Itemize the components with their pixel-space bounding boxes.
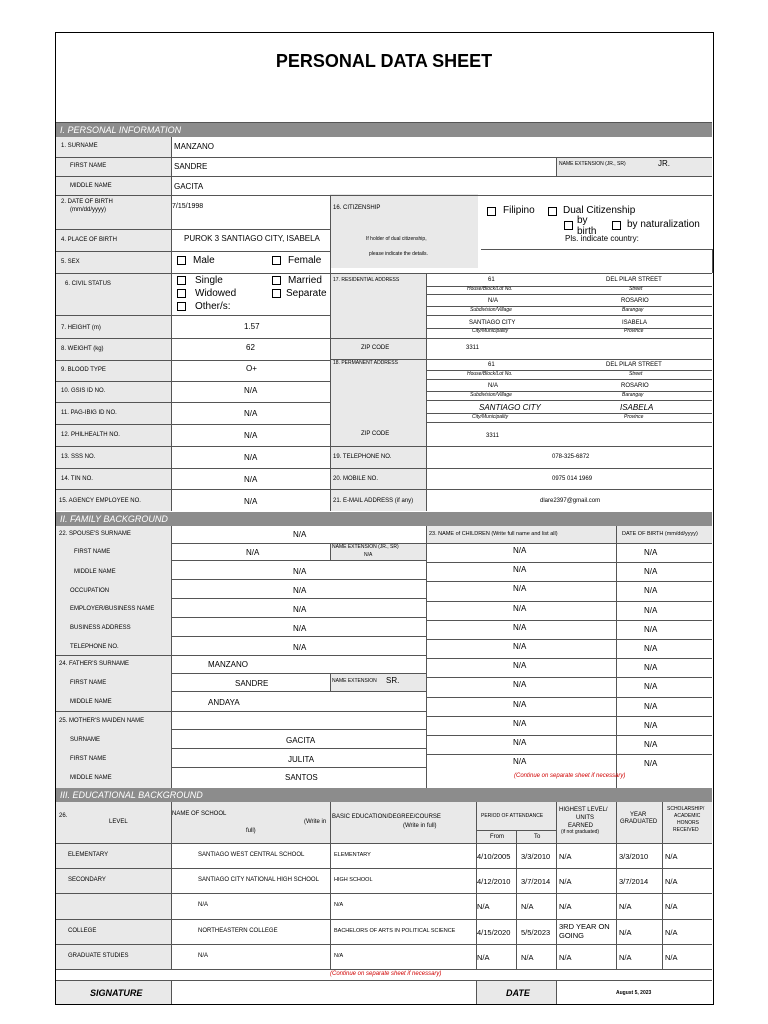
personal-data-sheet	[55, 32, 714, 1005]
child-row	[426, 697, 712, 716]
edu-to: 5/5/2023	[521, 927, 551, 937]
edu-course-header: BASIC EDUCATION/DEGREE/COURSE	[332, 814, 441, 820]
child-name: N/A	[513, 622, 527, 632]
edu-from: 4/12/2010	[477, 877, 511, 887]
male-checkbox[interactable]	[177, 256, 186, 265]
edu-honors: N/A	[665, 852, 678, 861]
edu-to: N/A	[521, 902, 534, 912]
child-row	[426, 754, 712, 773]
fa-middle-value: ANDAYA	[208, 698, 240, 707]
education-row	[56, 944, 712, 969]
dob-label: 2. DATE OF BIRTH	[61, 199, 113, 205]
edu-honors-3: HONORS	[677, 820, 699, 826]
single-label: Single	[195, 275, 223, 286]
children-label: 23. NAME of CHILDREN (Write full name and list all)	[429, 531, 558, 537]
edu-honors: N/A	[665, 877, 678, 887]
dual-note-2: please indicate the details.	[369, 251, 428, 257]
sex-label: 5. SEX	[61, 259, 80, 265]
edu-highest-1: HIGHEST LEVEL/	[559, 807, 608, 813]
mo-surname-label: SURNAME	[70, 737, 101, 743]
subd-caption: Subdivision/Village	[470, 307, 512, 313]
perm-prov-value: ISABELA	[620, 403, 654, 412]
child-row	[426, 601, 712, 620]
edu-to-header: To	[534, 834, 541, 840]
others-label: Other/s:	[195, 301, 231, 312]
name-ext-label: NAME EXTENSION (JR., SR)	[559, 161, 626, 167]
married-checkbox[interactable]	[272, 276, 281, 285]
child-dob: N/A	[644, 548, 658, 557]
agency-value: N/A	[244, 497, 258, 506]
edu-to: 3/3/2010	[521, 852, 551, 861]
filipino-label: Filipino	[503, 205, 535, 216]
pob-label: 4. PLACE OF BIRTH	[61, 237, 117, 243]
education-row	[56, 868, 712, 893]
edu-from: N/A	[477, 902, 490, 912]
edu-to: 3/7/2014	[521, 877, 551, 887]
child-row	[426, 620, 712, 639]
section-educational-background: III. EDUCATIONAL BACKGROUND	[56, 788, 712, 802]
edu-school-note-1: (Write in	[304, 819, 327, 825]
edu-highest: N/A	[559, 852, 572, 861]
child-name: N/A	[513, 738, 527, 747]
child-row	[426, 677, 712, 696]
separated-checkbox[interactable]	[272, 289, 281, 298]
citizenship-label: 16. CITIZENSHIP	[333, 205, 381, 211]
family-continue-note: (Continue on separate sheet if necessary)	[514, 773, 626, 779]
house-caption: House/Block/Lot No.	[467, 286, 513, 292]
edu-year: N/A	[619, 952, 632, 962]
edu-level: COLLEGE	[68, 927, 97, 934]
child-name: N/A	[513, 680, 527, 690]
gsis-label: 10. GSIS ID NO.	[61, 388, 106, 394]
firstname-label: FIRST NAME	[70, 163, 107, 169]
edu-level: ELEMENTARY	[68, 852, 109, 858]
child-dob: N/A	[644, 586, 658, 596]
middlename-value: GACITA	[174, 182, 204, 191]
sp-first-label: FIRST NAME	[74, 549, 111, 555]
sp-ext-label: NAME EXTENSION (JR., SR)	[332, 544, 399, 550]
edu-school: N/A	[198, 902, 209, 909]
mo-first-value: JULITA	[288, 755, 315, 764]
business-value: N/A	[293, 624, 307, 633]
country-label: Pls. indicate country:	[565, 234, 639, 243]
tin-value: N/A	[244, 475, 258, 484]
perm-subd-caption: Subdivision/Village	[470, 392, 512, 398]
brgy-caption: Barangay	[622, 307, 644, 313]
dual-label: Dual Citizenship	[563, 205, 636, 216]
child-dob: N/A	[644, 663, 658, 673]
father-label: 24. FATHER'S SURNAME	[59, 661, 130, 667]
res-prov-value: ISABELA	[622, 320, 648, 326]
edu-level: GRADUATE STUDIES	[68, 952, 129, 959]
res-zip-label: ZIP CODE	[361, 345, 390, 351]
sp-tel-label: TELEPHONE NO.	[70, 644, 119, 650]
child-name: N/A	[513, 603, 527, 613]
edu-highest: 3RD YEAR ON GOING	[559, 921, 610, 940]
occupation-value: N/A	[293, 586, 307, 595]
child-dob: N/A	[644, 644, 658, 653]
edu-from-header: From	[490, 834, 504, 840]
perm-city-value: SANTIAGO CITY	[479, 403, 541, 412]
father-value: MANZANO	[208, 660, 248, 669]
mo-middle-value: SANTOS	[285, 773, 318, 782]
firstname-value: SANDRE	[174, 162, 208, 171]
date-value: August 5, 2023	[616, 990, 652, 996]
naturalization-checkbox[interactable]	[612, 221, 621, 230]
sss-value: N/A	[244, 453, 258, 462]
name-ext-value: JR.	[658, 159, 670, 168]
perm-house-caption: House/Block/Lot No.	[467, 371, 513, 377]
female-checkbox[interactable]	[272, 256, 281, 265]
mo-surname-value: GACITA	[286, 736, 316, 745]
perm-zip-value: 3311	[486, 433, 499, 439]
edu-honors-1: SCHOLARSHIP/	[667, 806, 705, 812]
spouse-value: N/A	[293, 530, 307, 539]
edu-school: SANTIAGO CITY NATIONAL HIGH SCHOOL	[198, 877, 319, 884]
separated-label: Separate	[286, 288, 327, 299]
permanent-label: 18. PERMANENT ADDRESS	[333, 360, 398, 366]
perm-street-value: DEL PILAR STREET	[606, 362, 662, 368]
child-row	[426, 581, 712, 600]
child-dob: N/A	[644, 567, 658, 577]
mother-label: 25. MOTHER'S MAIDEN NAME	[59, 718, 145, 724]
surname-label: 1. SURNAME	[61, 143, 98, 149]
surname-value: MANZANO	[174, 142, 214, 151]
edu-course: BACHELORS OF ARTS IN POLITICAL SCIENCE	[334, 927, 456, 934]
widowed-checkbox[interactable]	[177, 289, 186, 298]
edu-highest: N/A	[559, 877, 572, 887]
fa-ext-label: NAME EXTENSION	[332, 678, 377, 684]
sp-tel-value: N/A	[293, 643, 307, 652]
date-label: DATE	[506, 988, 530, 998]
city-caption: City/Municipality	[472, 328, 509, 334]
edu-school: NORTHEASTERN COLLEGE	[198, 927, 278, 934]
section-personal-info: I. PERSONAL INFORMATION	[56, 123, 712, 137]
employer-label: EMPLOYER/BUSINESS NAME	[70, 606, 155, 612]
mobile-value: 0975 014 1969	[552, 476, 593, 482]
sp-ext-value: N/A	[364, 552, 373, 558]
philhealth-value: N/A	[244, 431, 258, 440]
edu-honors: N/A	[665, 927, 678, 937]
res-brgy-value: ROSARIO	[621, 298, 649, 304]
edu-level: SECONDARY	[68, 877, 106, 884]
others-checkbox[interactable]	[177, 302, 186, 311]
edu-continue-note: (Continue on separate sheet if necessary)	[330, 971, 442, 977]
edu-school: N/A	[198, 952, 209, 959]
child-name: N/A	[513, 546, 527, 555]
perm-street-caption: Street	[629, 371, 643, 377]
edu-highest: N/A	[559, 902, 572, 912]
female-label: Female	[288, 255, 322, 266]
mo-middle-label: MIDDLE NAME	[70, 775, 112, 781]
edu-year: 3/7/2014	[619, 877, 649, 887]
philhealth-label: 12. PHILHEALTH NO.	[61, 432, 120, 438]
edu-course: HIGH SCHOOL	[334, 877, 373, 884]
perm-zip-label: ZIP CODE	[361, 431, 390, 437]
edu-from: N/A	[477, 952, 490, 962]
child-name: N/A	[513, 757, 527, 767]
res-street-value: DEL PILAR STREET	[606, 277, 662, 283]
res-house-value: 61	[488, 277, 495, 283]
filipino-checkbox[interactable]	[487, 207, 496, 216]
edu-year-1: YEAR	[630, 812, 647, 818]
weight-label: 8. WEIGHT (kg)	[61, 346, 104, 352]
single-checkbox[interactable]	[177, 276, 186, 285]
civil-status-label: 6. CIVIL STATUS	[65, 281, 111, 287]
widowed-label: Widowed	[195, 288, 237, 299]
employer-value: N/A	[293, 605, 307, 614]
child-dob: N/A	[644, 759, 658, 769]
telephone-label: 19. TELEPHONE NO.	[333, 454, 392, 460]
dual-note-1: If holder of dual citizenship,	[366, 236, 427, 242]
child-row	[426, 735, 712, 754]
children-dob-label: DATE OF BIRTH (mm/dd/yyyy)	[622, 531, 698, 537]
child-name: N/A	[513, 699, 527, 709]
dual-checkbox[interactable]	[548, 207, 557, 216]
perm-city-caption: City/Municipality	[472, 414, 509, 420]
perm-brgy-caption: Barangay	[622, 392, 644, 398]
sss-label: 13. SSS NO.	[61, 454, 96, 460]
child-dob: N/A	[644, 701, 658, 711]
edu-honors: N/A	[665, 952, 678, 962]
male-label: Male	[193, 255, 215, 266]
edu-highest-2: UNITS	[576, 815, 594, 821]
edu-school-note-2: full)	[246, 828, 256, 834]
telephone-value: 078-325-6872	[552, 454, 590, 460]
edu-honors-4: RECEIVED	[673, 827, 699, 833]
fa-first-value: SANDRE	[235, 679, 269, 688]
res-zip-value: 3311	[466, 345, 479, 351]
perm-house-value: 61	[488, 362, 495, 368]
pagibig-label: 11. PAG-IBIG ID NO.	[61, 410, 117, 416]
blood-label: 9. BLOOD TYPE	[61, 367, 106, 373]
edu-school-header: NAME OF SCHOOL	[172, 811, 227, 817]
mobile-label: 20. MOBILE NO.	[333, 476, 379, 482]
height-label: 7. HEIGHT (m)	[61, 325, 101, 331]
gsis-value: N/A	[244, 386, 258, 395]
perm-subd-value: N/A	[488, 383, 499, 389]
edu-level-header: LEVEL	[109, 819, 128, 825]
pagibig-value: N/A	[244, 409, 258, 418]
child-dob: N/A	[644, 682, 658, 692]
page-title: PERSONAL DATA SHEET	[275, 51, 493, 71]
edu-course: ELEMENTARY	[334, 852, 371, 858]
residential-label: 17. RESIDENTIAL ADDRESS	[333, 277, 400, 283]
sp-middle-label: MIDDLE NAME	[74, 569, 116, 575]
education-row	[56, 893, 712, 918]
education-row	[56, 919, 712, 944]
sp-first-value: N/A	[246, 548, 260, 557]
section-family-background: II. FAMILY BACKGROUND	[56, 512, 712, 526]
by-birth-label: by birth	[577, 215, 597, 237]
child-name: N/A	[513, 642, 527, 651]
perm-prov-caption: Province	[624, 414, 644, 420]
signature-field[interactable]	[172, 982, 475, 1003]
middlename-label: MIDDLE NAME	[70, 183, 112, 189]
child-dob: N/A	[644, 720, 658, 730]
business-label: BUSINESS ADDRESS	[70, 625, 131, 631]
occupation-label: OCCUPATION	[70, 588, 110, 594]
blood-value: O+	[246, 364, 257, 373]
edu-highest-3: EARNED	[568, 823, 594, 829]
child-row	[426, 639, 712, 658]
prov-caption: Province	[624, 328, 644, 334]
edu-school: SANTIAGO WEST CENTRAL SCHOOL	[198, 852, 305, 858]
edu-honors: N/A	[665, 902, 678, 912]
by-birth-checkbox[interactable]	[564, 221, 573, 230]
child-name: N/A	[513, 584, 527, 594]
child-row	[426, 543, 712, 562]
email-value: dlare2397@gmail.com	[540, 498, 601, 504]
child-row	[426, 716, 712, 735]
fa-ext-value: SR.	[386, 676, 400, 685]
edu-to: N/A	[521, 952, 534, 962]
height-value: 1.57	[244, 322, 260, 331]
sp-middle-value: N/A	[293, 567, 307, 576]
perm-brgy-value: ROSARIO	[621, 383, 649, 389]
edu-course: N/A	[334, 952, 344, 959]
pob-value: PUROK 3 SANTIAGO CITY, ISABELA	[184, 234, 320, 243]
edu-from: 4/10/2005	[477, 852, 511, 861]
edu-highest: N/A	[559, 952, 572, 962]
edu-year: 3/3/2010	[619, 852, 649, 861]
married-label: Married	[288, 275, 322, 286]
signature-label: SIGNATURE	[90, 988, 143, 998]
child-dob: N/A	[644, 624, 658, 634]
edu-year: N/A	[619, 902, 632, 912]
child-row	[426, 658, 712, 677]
edu-period-header: PERIOD OF ATTENDANCE	[481, 813, 544, 819]
edu-year-2: GRADUATED	[620, 819, 658, 825]
edu-course: N/A	[334, 902, 344, 909]
agency-label: 15. AGENCY EMPLOYEE NO.	[59, 498, 141, 504]
education-row	[56, 843, 712, 868]
street-caption: Street	[629, 286, 643, 292]
child-dob: N/A	[644, 605, 658, 615]
fa-middle-label: MIDDLE NAME	[70, 699, 112, 705]
child-name: N/A	[513, 661, 527, 671]
dob-value: 7/15/1998	[172, 203, 204, 210]
child-name: N/A	[513, 565, 527, 575]
weight-value: 62	[246, 343, 255, 352]
edu-highest-4: (if not graduated)	[561, 829, 600, 835]
edu-honors-2: ACADEMIC	[674, 813, 701, 819]
res-city-value: SANTIAGO CITY	[469, 320, 516, 326]
edu-year: N/A	[619, 927, 632, 937]
child-name: N/A	[513, 718, 527, 728]
email-label: 21. E-MAIL ADDRESS (if any)	[333, 498, 414, 504]
tin-label: 14. TIN NO.	[61, 476, 93, 482]
mo-first-label: FIRST NAME	[70, 756, 107, 762]
child-dob: N/A	[644, 740, 658, 749]
edu-course-note: (Write in full)	[403, 823, 437, 829]
spouse-label: 22. SPOUSE'S SURNAME	[59, 531, 131, 537]
fa-first-label: FIRST NAME	[70, 680, 107, 686]
edu-num: 26.	[59, 813, 68, 819]
edu-from: 4/15/2020	[477, 927, 511, 937]
dob-format: (mm/dd/yyyy)	[70, 207, 106, 213]
res-subd-value: N/A	[488, 298, 499, 304]
child-row	[426, 562, 712, 581]
naturalization-label: by naturalization	[627, 219, 700, 230]
